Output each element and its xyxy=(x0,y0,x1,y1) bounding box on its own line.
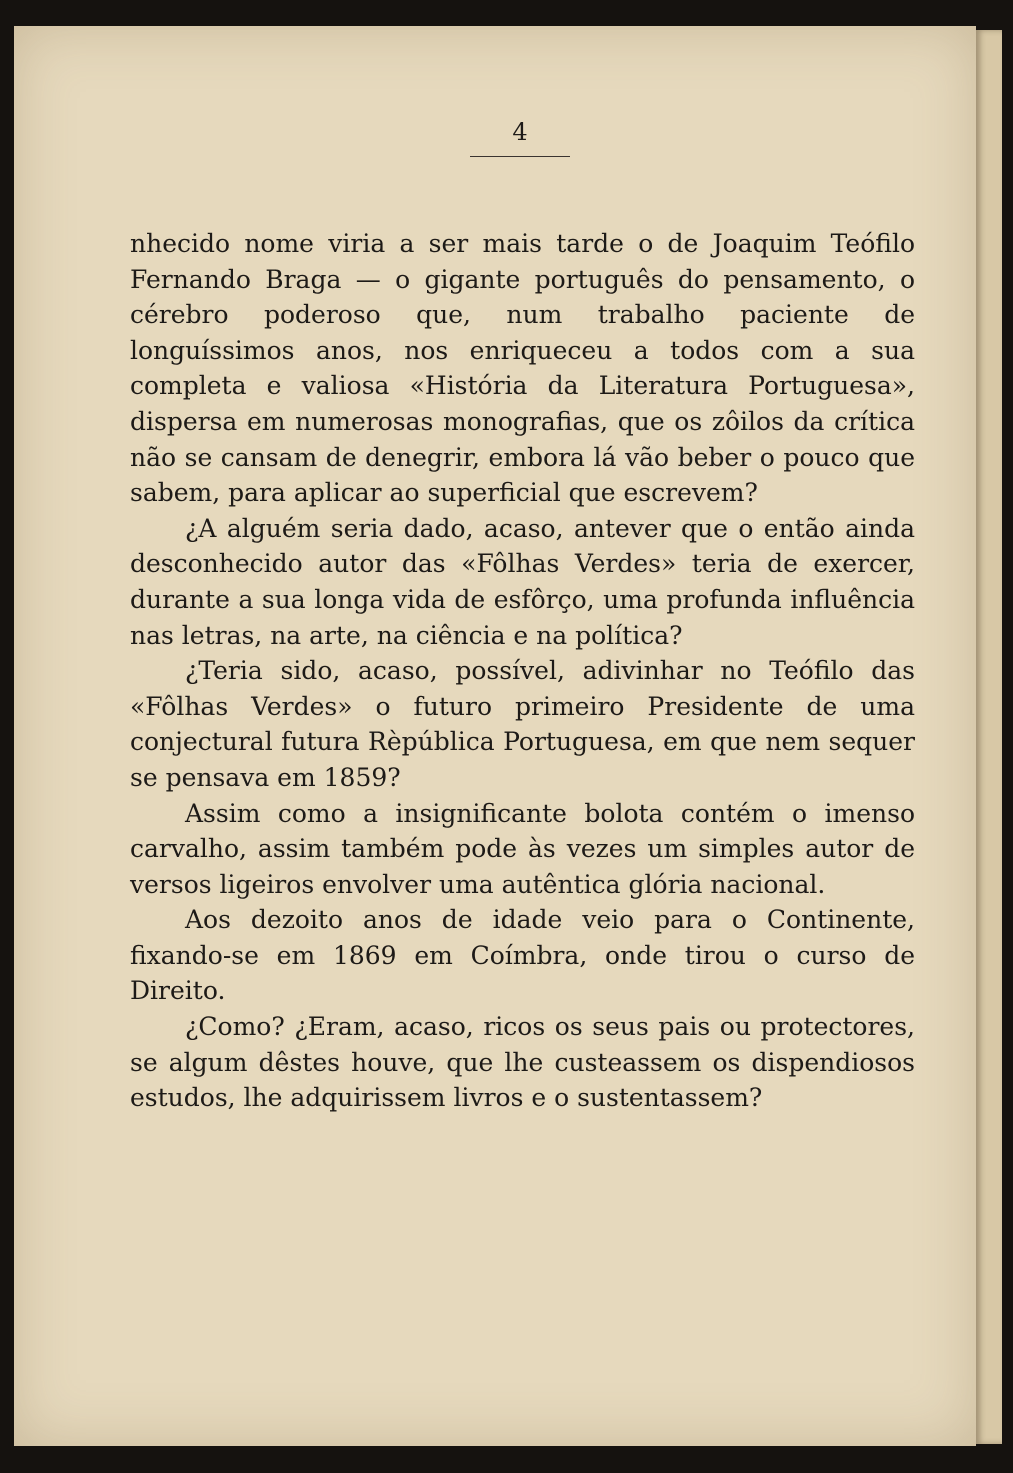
paragraph-4: Assim como a insignificante bolota contém o imenso carvalho, assim também pode às vezes um simples autor de versos ligeiros envolver uma autêntica glória nacional. xyxy=(130,798,915,899)
paragraph-3: ¿Teria sido, acaso, possível, adivinhar no Teófilo das «Fôlhas Verdes» o futuro primeiro Presidente de uma conjectural futura Rèpública Portuguesa, em que nem sequer se pensava em 1859? xyxy=(130,656,915,792)
paragraph-5: Aos dezoito anos de idade veio para o Continente, fixando-se em 1869 em Coímbra, onde tirou o curso de Direito. xyxy=(130,905,915,1006)
page-number: 4 xyxy=(512,118,528,146)
paragraph-2: ¿A alguém seria dado, acaso, antever que o então ainda desconhecido autor das «Fôlhas Verdes» teria de exercer, durante a sua longa vida de esfôrço, uma profunda influência nas letras, na arte, na ciência e na política? xyxy=(130,513,915,650)
paragraph-1: nhecido nome viria a ser mais tarde o de Joaquim Teófilo Fernando Braga — o gigante português do pensamento, o cérebro poderoso que, num trabalho paciente de longuíssimos anos, nos enriqueceu a todos com a sua completa e valiosa «História da Literatura Portuguesa», dispersa em numerosas monografias, que os zôilos da crítica não se cansam de denegrir, embora lá vão beber o pouco que sabem, para aplicar ao superficial que escrevem? xyxy=(130,229,915,508)
body-text xyxy=(130,226,915,1116)
page-number-rule xyxy=(470,156,570,157)
next-page-edge xyxy=(976,30,1002,1444)
paragraph-6: ¿Como? ¿Eram, acaso, ricos os seus pais ou protectores, se algum dêstes houve, que lhe custeassem os dispendiosos estudos, lhe adquirissem livros e o sustentassem? xyxy=(130,1012,915,1113)
